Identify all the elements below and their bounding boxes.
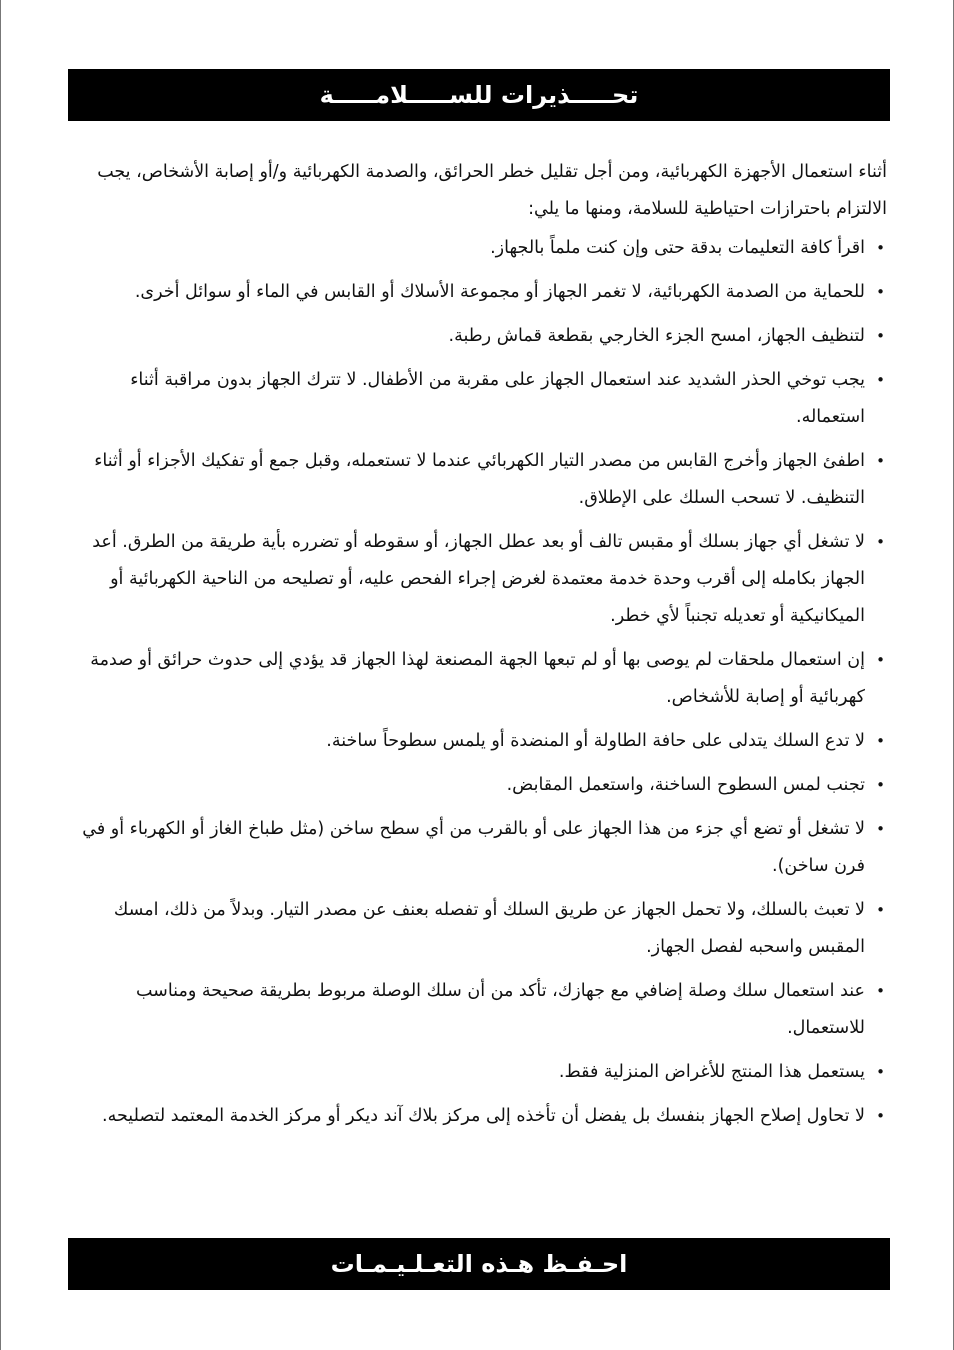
safety-item — [81, 524, 887, 635]
safety-item-text: لا تحاول إصلاح الجهاز بنفسك بل يفضل أن تأخذه إلى مركز بلاك آند ديكر أو مركز الخدمة المعتمد لتصليحه. — [102, 1106, 865, 1126]
bullet-icon: • — [876, 820, 885, 838]
bullet-icon: • — [876, 776, 885, 794]
bullet-icon: • — [876, 239, 885, 257]
bullet-icon: • — [876, 327, 885, 345]
safety-item-text: لا تشغل أو تضع أي جزء من هذا الجهاز على أو بالقرب من أي سطح ساخن (مثل طباخ الغاز أو الكهرباء أو في فرن ساخن). — [82, 819, 865, 876]
bullet-icon: • — [876, 533, 885, 551]
safety-item-text: اقرأ كافة التعليمات بدقة حتى وإن كنت ملماً بالجهاز. — [490, 238, 865, 258]
bullet-icon: • — [876, 283, 885, 301]
safety-item — [81, 723, 887, 760]
bullet-icon: • — [876, 452, 885, 470]
intro-paragraph: أثناء استعمال الأجهزة الكهربائية، ومن أجل تقليل خطر الحرائق، والصدمة الكهربائية و/أو إصابة الأشخاص، يجب الالتزام باحترازات احتياطية للسلامة، ومنها ما يلي: — [97, 162, 887, 219]
safety-item — [81, 274, 887, 311]
safety-item — [81, 318, 887, 355]
safety-warnings-banner — [68, 69, 890, 121]
banner-title: تحـــــذيرات للســـــلامـــــة — [319, 81, 639, 109]
safety-item-text: اطفئ الجهاز وأخرج القابس من مصدر التيار الكهربائي عندما لا تستعمله، وقبل جمع أو تفكيك الأجزاء أو أثناء التنظيف. لا تسحب السلك على الإطلاق. — [94, 451, 865, 508]
bullet-icon: • — [876, 1063, 885, 1081]
safety-item — [81, 811, 887, 885]
safety-item — [81, 362, 887, 436]
safety-item — [81, 642, 887, 716]
safety-item — [81, 443, 887, 517]
safety-item — [81, 767, 887, 804]
safety-item-text: تجنب لمس السطوح الساخنة، واستعمل المقابض. — [506, 775, 865, 795]
safety-item-text: لتنظيف الجهاز، امسح الجزء الخارجي بقطعة قماش رطبة. — [448, 326, 865, 346]
safety-item-text: عند استعمال سلك وصلة إضافي مع جهازك، تأكد من أن سلك الوصلة مربوط بطريقة صحيحة ومناسب للاستعمال. — [135, 981, 865, 1038]
bullet-icon: • — [876, 901, 885, 919]
safety-item — [81, 1054, 887, 1091]
safety-content — [81, 154, 887, 1142]
safety-item-text: لا تشغل أي جهاز بسلك أو مقبس تالف أو بعد عطل الجهاز، أو سقوطه أو تضرره بأية طريقة من الطرق. أعد الجهاز بكامله إلى أقرب وحدة خدمة معتمدة لغرض إجراء الفحص عليه، أو تصليحه من الناحية الكهربائية أو الميكانيكية أو تعديله تجنباً لأي خطر. — [92, 532, 865, 626]
safety-item — [81, 1098, 887, 1135]
safety-item-text: يجب توخي الحذر الشديد عند استعمال الجهاز على مقربة من الأطفال. لا تترك الجهاز بدون مراقبة أثناء استعماله. — [130, 370, 865, 427]
save-instructions-banner — [68, 1238, 890, 1290]
safety-item-text: يستعمل هذا المنتج للأغراض المنزلية فقط. — [558, 1062, 865, 1082]
bullet-icon: • — [876, 371, 885, 389]
safety-item-text: إن استعمال ملحقات لم يوصى بها أو لم تبعها الجهة المصنعة لهذا الجهاز قد يؤدي إلى حدوث حرائق أو صدمة كهربائية أو إصابة للأشخاص. — [90, 650, 865, 707]
bullet-icon: • — [876, 982, 885, 1000]
bullet-icon: • — [876, 1107, 885, 1125]
safety-item-text: لا تدع السلك يتدلى على حافة الطاولة أو المنضدة أو يلمس سطوحاً ساخنة. — [326, 731, 865, 751]
safety-item — [81, 973, 887, 1047]
footer-title: احـفـظ هـذه التعـلـيـمـات — [330, 1250, 628, 1278]
safety-item — [81, 892, 887, 966]
safety-item — [81, 230, 887, 267]
bullet-icon: • — [876, 651, 885, 669]
safety-item-text: للحماية من الصدمة الكهربائية، لا تغمر الجهاز أو مجموعة الأسلاك أو القابس في الماء أو سوائل أخرى. — [134, 282, 865, 302]
bullet-icon: • — [876, 732, 885, 750]
safety-list — [81, 230, 887, 1135]
safety-item-text: لا تعبث بالسلك، ولا تحمل الجهاز عن طريق السلك أو تفصله بعنف عن مصدر التيار. وبدلاً من ذلك، امسك المقبس واسحبه لفصل الجهاز. — [113, 900, 865, 957]
